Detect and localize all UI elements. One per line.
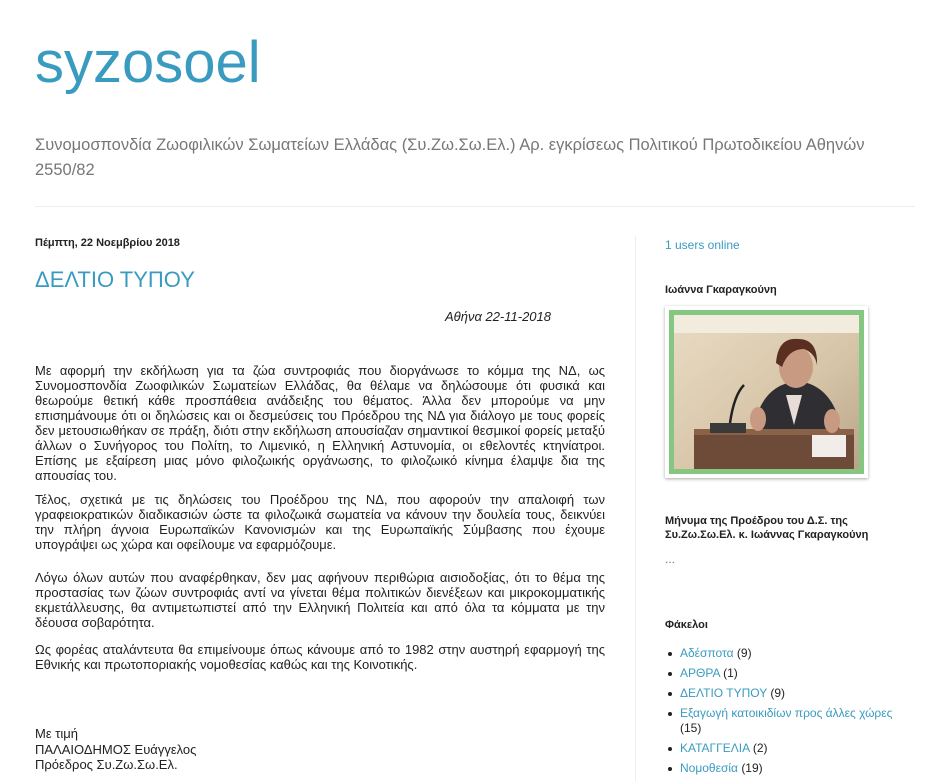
post-signature bbox=[35, 726, 196, 773]
folder-item bbox=[665, 686, 915, 701]
post-paragraph: Με αφορμή την εκδήλωση για τα ζώα συντροφιάς που διοργάνωσε το κόμμα της ΝΔ, ως Συνομοσπονδία Ζωοφιλικών Σωματείων Ελλάδας, θα θέλαμε να δηλώσουμε ότι φυσικά και θεωρούμε θετική κάθε προσπάθεια ανάδειξης του θέματος. Άλλα δεν μπορούμε να μην επισημάνουμε ότι οι δηλώσεις και οι δεσμεύσεις του Πρόεδρου της ΝΔ για διάλογο με τους φορείς δεν μετουσιωθήκαν σε πράξη, διότι στην εκδήλωση απουσίαζαν σημαντικοί θεσμικοί φορείς μεταξύ άλλων ο Συνήγορος του Πολίτη, το Λιμενικό, η Ελληνική Αστυνομία, οι εθελοντές κτηνίατροι. Επίσης με εξαίρεση μιας μόνο φιλοζωικής οργάνωσης, το φιλοζωικό κίνημα έλαμψε δια της απουσίας του. bbox=[35, 363, 605, 483]
post-title-link[interactable]: ΔΕΛΤΙΟ ΤΥΠΟΥ bbox=[35, 267, 195, 292]
column-divider bbox=[635, 236, 636, 781]
folder-link[interactable]: ΑΡΘΡΑ bbox=[680, 666, 720, 680]
post-paragraph: Λόγω όλων αυτών που αναφέρθηκαν, δεν μας αφήνουν περιθώρια αισιοδοξίας, ότι το θέμα της προστασίας των ζώων συντροφιάς αντί να γίνεται θέμα πολιτικών διενέξεων και μικροκομματικής εκμετάλλευσης, θα αντιμετωπιστεί από την Ελληνική Πολιτεία και από όλα τα κόμματα με την δέουσα σοβαρότητα. bbox=[35, 570, 605, 630]
folder-item bbox=[665, 646, 915, 661]
folder-count: (15) bbox=[680, 721, 702, 735]
portrait-photo-image bbox=[674, 315, 859, 469]
header-divider bbox=[35, 206, 915, 207]
signature-name: ΠΑΛΑΙΟΔΗΜΟΣ Ευάγγελος bbox=[35, 741, 197, 757]
blog-description: Συνομοσπονδία Ζωοφιλικών Σωματείων Ελλάδας (Συ.Ζω.Σω.Ελ.) Αρ. εγκρίσεως Πολιτικού Πρωτοδικείου Αθηνών 2550/82 bbox=[35, 136, 865, 179]
folder-count: (19) bbox=[741, 761, 763, 775]
signature-closing: Με τιμή bbox=[35, 726, 78, 741]
folder-count: (9) bbox=[736, 646, 752, 660]
signature-role: Πρόεδρος Συ.Ζω.Σω.Ελ. bbox=[35, 757, 178, 772]
blog-header bbox=[35, 28, 915, 98]
folder-count: (2) bbox=[752, 741, 768, 755]
folder-item bbox=[665, 666, 915, 681]
folders-widget bbox=[665, 618, 915, 781]
message-snippet: ... bbox=[665, 552, 676, 566]
folder-item bbox=[665, 706, 915, 736]
folder-link[interactable]: Αδέσποτα bbox=[680, 646, 734, 660]
folder-count: (1) bbox=[723, 666, 738, 680]
users-online-link[interactable]: 1 users online bbox=[665, 238, 740, 252]
photo-widget-heading: Ιωάννα Γκαραγκούνη bbox=[665, 284, 777, 296]
folder-link[interactable]: Νομοθεσία bbox=[680, 761, 738, 775]
folder-link[interactable]: ΚΑΤΑΓΓΕΛΙΑ bbox=[680, 741, 750, 755]
main-column bbox=[35, 236, 605, 772]
folder-item bbox=[665, 741, 915, 756]
folder-link[interactable]: ΔΕΛΤΙΟ ΤΥΠΟΥ bbox=[680, 686, 767, 700]
post-paragraph: Ως φορέας αταλάντευτα θα επιμείνουμε όπως κάνουμε από το 1982 στην αυστηρή εφαρμογή της Εθνικής και πρωτοποριακής νομοθεσίας καθώς και της Κοινοτικής. bbox=[35, 642, 605, 672]
folder-count: (9) bbox=[770, 686, 786, 700]
post-place-date: Αθήνα 22-11-2018 bbox=[445, 309, 551, 324]
post-date-header: Πέμπτη, 22 Νοεμβρίου 2018 bbox=[35, 237, 180, 249]
folder-item bbox=[665, 761, 915, 776]
blog-title-link[interactable]: syzosoel bbox=[35, 30, 261, 95]
post-paragraph: Τέλος, σχετικά με τις δηλώσεις του Προέδρου της ΝΔ, που αφορούν την απαλοιφή των γραφειοκρατικών διαδικασιών ώστε τα φιλοζωικά σωματεία να κάνουν την δουλεία τους, δεικνύει την πλήρη άγνοια Ευρωπαϊκών Κανονισμών και της Ευρωπαϊκής Σύμβασης που έχουμε υπογράψει ως χώρα και οφείλουμε να εφαρμόζουμε. bbox=[35, 492, 605, 552]
message-widget-heading: Μήνυμα της Προέδρου του Δ.Σ. της Συ.Ζω.Σω.Ελ. κ. Ιωάννας Γκαραγκούνη bbox=[665, 515, 869, 541]
folders-heading: Φάκελοι bbox=[665, 619, 708, 631]
folders-list bbox=[665, 646, 915, 776]
president-photo bbox=[665, 306, 868, 478]
folder-link[interactable]: Εξαγωγή κατοικιδίων προς άλλες χώρες bbox=[680, 706, 893, 720]
